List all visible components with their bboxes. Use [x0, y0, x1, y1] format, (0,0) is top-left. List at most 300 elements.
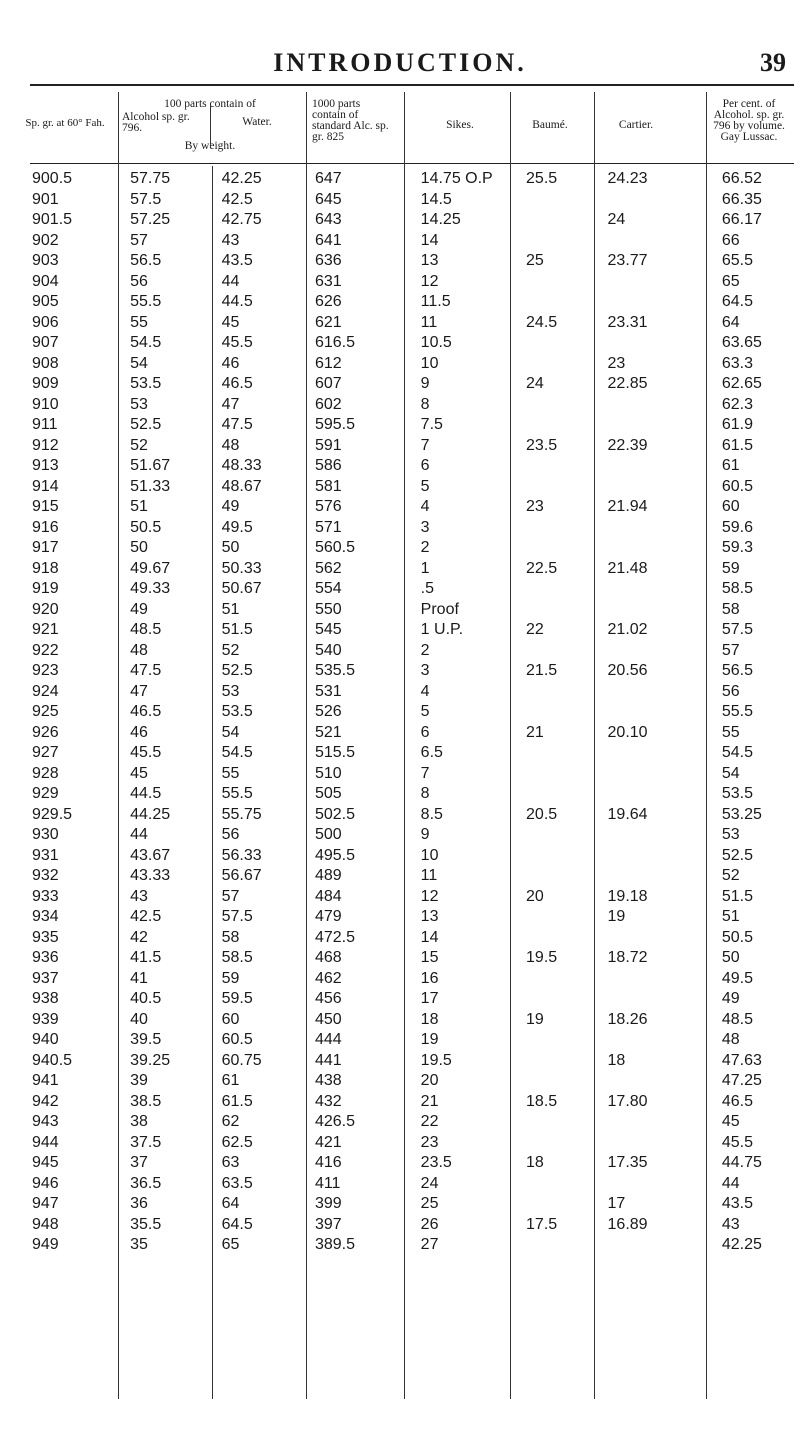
cell-baume — [526, 231, 608, 252]
table-row — [30, 1112, 800, 1133]
cell-gay-lussac: 59.6 — [721, 518, 753, 536]
table-row — [30, 661, 800, 682]
cell-alcohol: 51.67 — [130, 457, 171, 474]
cell-alcohol: 47 — [130, 682, 148, 700]
cell-cartier: 18.26 — [607, 1010, 648, 1028]
cell-alcohol: 51.33 — [130, 477, 171, 495]
cell-sp-gr: 946 — [32, 1174, 59, 1192]
cell-water: 45 — [221, 313, 240, 331]
table-row — [30, 1092, 800, 1113]
header-gay-lussac: Per cent. of Alcohol. sp. gr. 796 by volume. Gay Lussac. — [713, 98, 785, 143]
cell-sp-gr: 918 — [32, 559, 59, 577]
cell-alcohol: 54.5 — [130, 334, 162, 351]
cell-sikes: 14.25 — [420, 211, 461, 228]
header-alcohol: Alcohol sp. gr. 796. — [122, 111, 190, 134]
table-row — [30, 846, 800, 867]
cell-water: 46.5 — [221, 375, 253, 392]
cell-sp-gr: 949 — [32, 1236, 59, 1253]
cell-sikes: 1 — [420, 559, 430, 577]
cell-cartier — [608, 477, 722, 498]
cell-water: 51 — [221, 600, 240, 618]
cell-sikes: 2 — [420, 539, 430, 556]
cell-water: 44 — [221, 272, 240, 290]
cell-alcohol: 50.5 — [130, 518, 162, 536]
cell-gay-lussac: 59 — [721, 559, 740, 577]
cell-sp-gr: 939 — [32, 1010, 59, 1028]
header-baume: Baumé. — [532, 119, 568, 131]
cell-cartier: 18.72 — [607, 949, 648, 966]
cell-alcohol: 35.5 — [130, 1215, 162, 1233]
cell-alcohol: 42.5 — [130, 908, 162, 925]
cell-alcohol: 55 — [130, 313, 148, 331]
cell-baume: 23.5 — [526, 436, 558, 454]
cell-sp-gr: 937 — [32, 969, 59, 987]
cell-sp-gr: 908 — [32, 354, 59, 372]
cell-water: 47.5 — [221, 416, 253, 433]
table-row — [30, 313, 800, 334]
header-water: Water. — [242, 116, 272, 128]
cell-sikes: Proof — [420, 600, 459, 618]
cell-standard-alc: 505 — [314, 785, 342, 802]
cell-sp-gr: 916 — [32, 518, 59, 536]
cell-alcohol: 43 — [130, 887, 148, 905]
table-row — [30, 887, 800, 908]
cell-sp-gr: 945 — [32, 1154, 59, 1171]
cell-sp-gr: 906 — [32, 313, 59, 331]
cell-sp-gr: 940 — [32, 1031, 59, 1048]
cell-alcohol: 49.33 — [130, 580, 171, 597]
cell-sikes: 6 — [420, 723, 430, 741]
cell-cartier — [608, 825, 722, 846]
cell-alcohol: 57.5 — [130, 190, 162, 208]
cell-sikes: 14.75 O.P — [420, 170, 493, 187]
cell-sikes: 9 — [420, 826, 430, 843]
cell-sikes: 7 — [420, 436, 430, 454]
cell-sikes: 27 — [420, 1236, 439, 1253]
cell-cartier — [608, 928, 722, 949]
cell-cartier: 19.64 — [607, 805, 648, 823]
table-row — [30, 1194, 800, 1215]
cell-water: 48 — [221, 436, 240, 454]
table-row — [30, 190, 800, 211]
cell-sp-gr: 928 — [32, 764, 59, 782]
table-row — [30, 579, 800, 600]
cell-alcohol: 49 — [130, 600, 148, 618]
cell-standard-alc: 586 — [314, 457, 342, 474]
cell-baume: 22.5 — [526, 559, 558, 577]
cell-cartier: 24.23 — [607, 170, 648, 187]
cell-baume — [526, 415, 608, 436]
cell-gay-lussac: 61.5 — [721, 436, 753, 454]
cell-sikes: 12 — [420, 887, 439, 905]
cell-baume: 18 — [526, 1154, 544, 1171]
cell-water: 53 — [221, 682, 240, 700]
table-row — [30, 395, 800, 416]
cell-sikes: 1 U.P. — [420, 621, 464, 638]
cell-sikes: 9 — [420, 375, 430, 392]
cell-sp-gr: 942 — [32, 1092, 59, 1110]
cell-baume: 18.5 — [526, 1092, 558, 1110]
cell-standard-alc: 607 — [314, 375, 342, 392]
cell-sikes: 26 — [420, 1215, 439, 1233]
cell-baume — [526, 989, 608, 1010]
cell-baume: 25 — [526, 252, 544, 269]
cell-alcohol: 40.5 — [130, 990, 162, 1007]
cell-standard-alc: 399 — [314, 1195, 342, 1212]
cell-standard-alc: 540 — [314, 641, 342, 659]
cell-water: 60 — [221, 1010, 240, 1028]
cell-alcohol: 52.5 — [130, 416, 162, 433]
cell-cartier — [608, 1133, 722, 1154]
cell-gay-lussac: 58 — [721, 600, 740, 618]
cell-sp-gr: 924 — [32, 682, 59, 700]
cell-alcohol: 39.5 — [130, 1031, 162, 1048]
cell-cartier: 21.02 — [607, 621, 648, 638]
cell-sp-gr: 902 — [32, 231, 59, 249]
cell-water: 64 — [221, 1195, 240, 1212]
cell-sp-gr: 941 — [32, 1072, 59, 1089]
cell-cartier — [608, 333, 722, 354]
cell-cartier: 17.35 — [607, 1154, 648, 1171]
cell-sp-gr: 919 — [32, 580, 59, 597]
cell-standard-alc: 562 — [314, 559, 342, 577]
cell-sp-gr: 903 — [32, 252, 59, 269]
cell-baume — [526, 1071, 608, 1092]
table-row — [30, 702, 800, 723]
cell-sp-gr: 929 — [32, 785, 59, 802]
table-row — [30, 1153, 800, 1174]
cell-cartier — [608, 231, 722, 252]
cell-sp-gr: 922 — [32, 641, 59, 659]
cell-cartier: 22.39 — [607, 436, 648, 454]
cell-standard-alc: 472.5 — [314, 928, 355, 946]
cell-gay-lussac: 63.3 — [721, 354, 753, 372]
cell-sp-gr: 925 — [32, 703, 59, 720]
table-row — [30, 641, 800, 662]
table-row — [30, 231, 800, 252]
cell-alcohol: 45 — [130, 764, 148, 782]
cell-gay-lussac: 61.9 — [721, 416, 753, 433]
header-parts-1000: 1000 parts contain of standard Alc. sp. gr. 825 — [312, 98, 389, 143]
cell-sikes: 23 — [420, 1133, 439, 1151]
cell-sikes: 4 — [420, 498, 430, 515]
cell-sikes: 20 — [420, 1072, 439, 1089]
table-row — [30, 907, 800, 928]
cell-cartier — [608, 600, 722, 621]
cell-cartier — [608, 190, 722, 211]
cell-sikes: 19 — [420, 1031, 439, 1048]
cell-gay-lussac: 66.52 — [721, 170, 762, 187]
cell-sp-gr: 947 — [32, 1195, 59, 1212]
cell-standard-alc: 616.5 — [314, 334, 355, 351]
cell-gay-lussac: 60.5 — [721, 477, 753, 495]
cell-sp-gr: 907 — [32, 334, 59, 351]
cell-alcohol: 41 — [130, 969, 148, 987]
cell-water: 48.67 — [221, 477, 262, 495]
cell-standard-alc: 581 — [314, 477, 342, 495]
cell-cartier — [608, 579, 722, 600]
cell-baume — [526, 292, 608, 313]
table-row — [30, 805, 800, 826]
cell-baume — [526, 395, 608, 416]
cell-standard-alc: 636 — [314, 252, 342, 269]
cell-water: 60.75 — [221, 1051, 262, 1069]
cell-water: 58 — [221, 928, 240, 946]
table-row — [30, 600, 800, 621]
cell-sikes: 7.5 — [420, 416, 443, 433]
cell-cartier — [608, 292, 722, 313]
cell-alcohol: 56.5 — [130, 252, 162, 269]
cell-alcohol: 57 — [130, 231, 148, 249]
cell-cartier — [608, 846, 722, 867]
cell-sp-gr: 901 — [32, 190, 59, 208]
cell-sp-gr: 948 — [32, 1215, 59, 1233]
cell-water: 42.5 — [221, 190, 253, 208]
cell-gay-lussac: 65.5 — [721, 252, 753, 269]
cell-standard-alc: 456 — [314, 990, 342, 1007]
cell-gay-lussac: 43 — [721, 1215, 740, 1233]
cell-standard-alc: 545 — [314, 621, 342, 638]
cell-cartier — [608, 456, 722, 477]
cell-standard-alc: 397 — [314, 1215, 342, 1233]
cell-cartier: 22.85 — [607, 375, 648, 392]
cell-sp-gr: 905 — [32, 293, 59, 310]
cell-standard-alc: 450 — [314, 1010, 342, 1028]
cell-baume — [526, 1194, 608, 1215]
cell-gay-lussac: 48 — [721, 1031, 740, 1048]
cell-baume — [526, 1112, 608, 1133]
cell-standard-alc: 641 — [314, 231, 342, 249]
cell-alcohol: 48 — [130, 641, 148, 659]
cell-sp-gr: 909 — [32, 375, 59, 392]
table-row — [30, 743, 800, 764]
table-row — [30, 1133, 800, 1154]
table-row — [30, 436, 800, 457]
page-title: INTRODUCTION. — [273, 48, 527, 77]
cell-baume: 21.5 — [526, 662, 558, 679]
table-row — [30, 497, 800, 518]
cell-baume — [526, 743, 608, 764]
cell-sp-gr: 913 — [32, 457, 59, 474]
cell-sikes: 4 — [420, 682, 430, 700]
cell-standard-alc: 554 — [314, 580, 342, 597]
cell-water: 52.5 — [221, 662, 253, 679]
cell-baume: 24 — [526, 375, 544, 392]
cell-alcohol: 36.5 — [130, 1174, 162, 1192]
table-row — [30, 477, 800, 498]
cell-gay-lussac: 45 — [721, 1113, 740, 1130]
cell-baume — [526, 1030, 608, 1051]
cell-standard-alc: 500 — [314, 826, 342, 843]
cell-sikes: .5 — [420, 580, 435, 597]
cell-standard-alc: 484 — [314, 887, 342, 905]
cell-standard-alc: 468 — [314, 949, 342, 966]
cell-water: 63.5 — [221, 1174, 253, 1192]
cell-baume: 20 — [526, 887, 544, 905]
cell-cartier — [608, 989, 722, 1010]
cell-standard-alc: 560.5 — [314, 539, 355, 556]
cell-sp-gr: 943 — [32, 1113, 59, 1130]
cell-alcohol: 54 — [130, 354, 148, 372]
cell-sp-gr: 921 — [32, 621, 59, 638]
cell-gay-lussac: 63.65 — [721, 334, 762, 351]
cell-baume — [526, 969, 608, 990]
cell-gay-lussac: 56.5 — [721, 662, 753, 679]
cell-baume — [526, 825, 608, 846]
cell-sp-gr: 915 — [32, 498, 59, 515]
cell-gay-lussac: 56 — [721, 682, 740, 700]
cell-sikes: 11 — [420, 313, 438, 331]
cell-water: 53.5 — [221, 703, 253, 720]
cell-gay-lussac: 49.5 — [721, 969, 753, 987]
cell-gay-lussac: 58.5 — [721, 580, 753, 597]
cell-gay-lussac: 55.5 — [721, 703, 753, 720]
cell-alcohol: 51 — [130, 498, 148, 515]
cell-sikes: 16 — [420, 969, 439, 987]
cell-sp-gr: 944 — [32, 1133, 59, 1151]
cell-cartier: 20.10 — [607, 723, 648, 741]
cell-cartier: 17.80 — [607, 1092, 648, 1110]
table-row — [30, 272, 800, 293]
cell-cartier — [608, 866, 722, 887]
cell-alcohol: 53 — [130, 395, 148, 413]
cell-sikes: 3 — [420, 518, 430, 536]
table-row — [30, 866, 800, 887]
cell-baume — [526, 272, 608, 293]
cell-baume: 17.5 — [526, 1215, 558, 1233]
cell-cartier — [608, 1112, 722, 1133]
cell-sp-gr: 927 — [32, 744, 59, 761]
cell-water: 56.33 — [221, 846, 262, 864]
cell-water: 43 — [221, 231, 240, 249]
cell-water: 50 — [221, 539, 240, 556]
cell-standard-alc: 531 — [314, 682, 342, 700]
table-row — [30, 1235, 800, 1256]
cell-sp-gr: 930 — [32, 826, 59, 843]
cell-baume — [526, 764, 608, 785]
cell-gay-lussac: 47.25 — [721, 1072, 762, 1089]
cell-gay-lussac: 46.5 — [721, 1092, 753, 1110]
cell-standard-alc: 550 — [314, 600, 342, 618]
cell-baume — [526, 702, 608, 723]
cell-alcohol: 50 — [130, 539, 148, 556]
cell-sp-gr: 935 — [32, 928, 59, 946]
cell-water: 55 — [221, 764, 240, 782]
cell-water: 51.5 — [221, 621, 253, 638]
cell-water: 50.67 — [221, 580, 262, 597]
cell-baume — [526, 1133, 608, 1154]
cell-water: 59.5 — [221, 990, 253, 1007]
cell-standard-alc: 389.5 — [314, 1236, 355, 1253]
cell-standard-alc: 462 — [314, 969, 342, 987]
cell-gay-lussac: 48.5 — [721, 1010, 753, 1028]
table-row — [30, 723, 800, 744]
cell-sp-gr: 931 — [32, 846, 59, 864]
cell-sikes: 5 — [420, 703, 430, 720]
cell-sikes: 23.5 — [420, 1154, 452, 1171]
cell-sikes: 13 — [420, 252, 439, 269]
cell-alcohol: 45.5 — [130, 744, 162, 761]
cell-standard-alc: 432 — [314, 1092, 342, 1110]
cell-cartier — [608, 518, 722, 539]
cell-water: 57.5 — [221, 908, 253, 925]
cell-sp-gr: 926 — [32, 723, 59, 741]
cell-baume — [526, 190, 608, 211]
cell-baume — [526, 579, 608, 600]
cell-alcohol: 57.25 — [130, 211, 171, 228]
cell-baume: 24.5 — [526, 313, 558, 331]
cell-alcohol: 46 — [130, 723, 148, 741]
header-sikes: Sikes. — [446, 119, 474, 131]
cell-water: 48.33 — [221, 457, 262, 474]
cell-alcohol: 53.5 — [130, 375, 162, 392]
cell-gay-lussac: 62.3 — [721, 395, 753, 413]
table-row — [30, 1071, 800, 1092]
cell-sikes: 8 — [420, 395, 430, 413]
cell-cartier — [608, 764, 722, 785]
cell-alcohol: 36 — [130, 1195, 148, 1212]
cell-water: 50.33 — [221, 559, 262, 577]
cell-gay-lussac: 50 — [721, 949, 740, 966]
cell-water: 49 — [221, 498, 240, 515]
cell-standard-alc: 411 — [314, 1174, 341, 1192]
cell-alcohol: 55.5 — [130, 293, 162, 310]
table-row — [30, 682, 800, 703]
table-row — [30, 928, 800, 949]
header-sp-gr: Sp. gr. at 60° Fah. — [25, 117, 105, 129]
table-row — [30, 1051, 800, 1072]
cell-cartier: 23 — [607, 354, 626, 372]
cell-cartier: 17 — [607, 1195, 626, 1212]
cell-alcohol: 48.5 — [130, 621, 162, 638]
cell-sikes: 24 — [420, 1174, 439, 1192]
cell-sikes: 3 — [420, 662, 430, 679]
cell-sikes: 18 — [420, 1010, 439, 1028]
cell-gay-lussac: 55 — [721, 723, 740, 741]
cell-water: 42.75 — [221, 211, 262, 228]
cell-sikes: 11 — [420, 867, 438, 884]
cell-alcohol: 37.5 — [130, 1133, 162, 1151]
table-row — [30, 333, 800, 354]
cell-alcohol: 38.5 — [130, 1092, 162, 1110]
table-row — [30, 559, 800, 580]
table-row — [30, 292, 800, 313]
cell-sp-gr: 934 — [32, 908, 59, 925]
cell-sikes: 25 — [420, 1195, 439, 1212]
cell-baume — [526, 784, 608, 805]
cell-water: 47 — [221, 395, 240, 413]
cell-cartier — [608, 702, 722, 723]
table-row — [30, 620, 800, 641]
cell-baume: 19.5 — [526, 949, 558, 966]
cell-sikes: 14 — [420, 231, 439, 249]
table-body — [30, 169, 800, 1256]
cell-water: 61.5 — [221, 1092, 253, 1110]
cell-standard-alc: 515.5 — [314, 744, 355, 761]
cell-standard-alc: 521 — [314, 723, 342, 741]
cell-baume — [526, 600, 608, 621]
cell-sikes: 22 — [420, 1113, 439, 1130]
cell-gay-lussac: 54 — [721, 764, 740, 782]
cell-sp-gr: 904 — [32, 272, 59, 290]
cell-gay-lussac: 51 — [721, 908, 740, 925]
cell-baume — [526, 333, 608, 354]
cell-standard-alc: 591 — [314, 436, 342, 454]
cell-water: 62.5 — [221, 1133, 253, 1151]
cell-gay-lussac: 64 — [721, 313, 740, 331]
cell-water: 57 — [221, 887, 240, 905]
cell-standard-alc: 626 — [314, 293, 342, 310]
